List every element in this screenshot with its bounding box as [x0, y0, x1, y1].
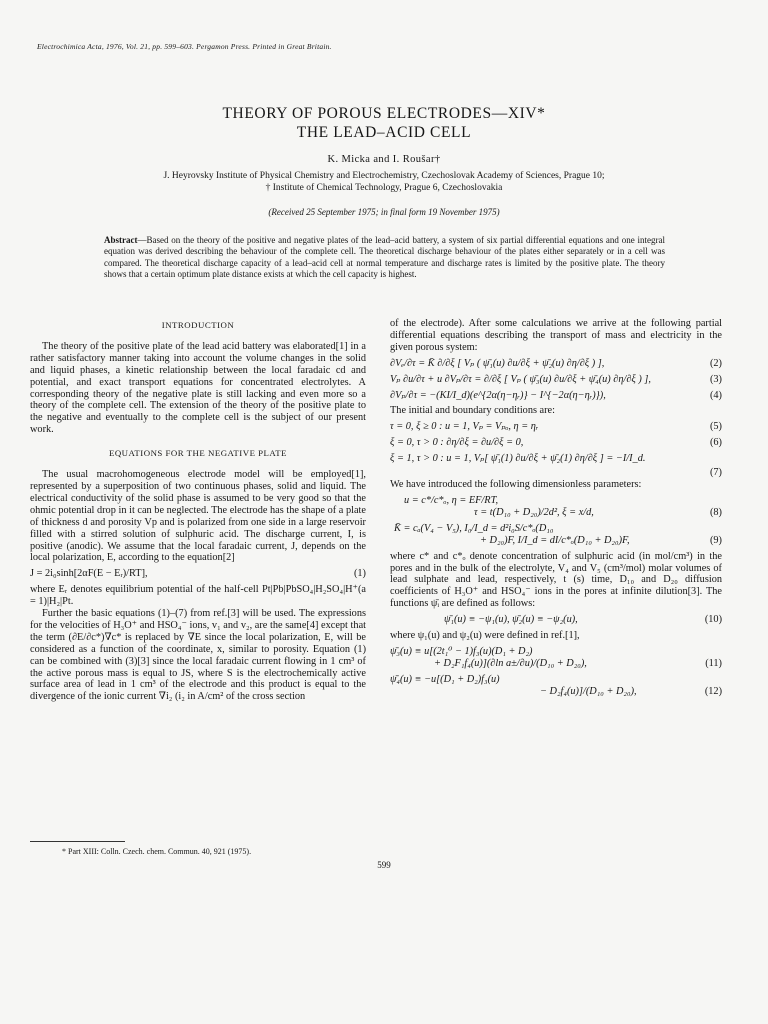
- derivation-paragraph: of the electrode). After some calculations we arrive at the following partial differential equations describing the transport of mass and electricity in the given porous system:: [390, 318, 722, 353]
- received-dates: (Received 25 September 1975; in final form 19 November 1975): [268, 207, 500, 217]
- velocity-paragraph: Further the basic equations (1)–(7) from ref.[3] will be used. The expressions for the velocities of H₃O⁺ and HSO₄⁻ ions, v₁ and v₂, are the same[4] except that the term (∂E/∂c*)∇c* is replaced by ∇E since the local polarization, E, will be considered as a function of the coordinate, x, similar to porosity. Equation (1) can be combined with (3)[3] since the local faradaic current flowing in 1 cm³ of the active porous mass is equal to JS, where S is the electrochemically active surface area of lead in 1 cm³ of the electrode and this product is equal to the divergence of the ionic current ∇i₂ (i₂ in A/cm² of the cross section: [30, 608, 366, 703]
- affiliation-line1: J. Heyrovsky Institute of Physical Chemistry and Electrochemistry, Czechoslovak Academy of Sciences, Prague 10;: [163, 171, 605, 181]
- equation-11-line2: + D₂F₁f₄(u)](∂ln a±/∂u)/(D₁₀ + D₂₀),: [434, 657, 587, 669]
- equation-10-number: (10): [704, 614, 722, 626]
- intro-paragraph: The theory of the positive plate of the lead acid battery was elaborated[1] in a rather satisfactory manner taking into account the volume changes in the solid and liquid phases, a kinetic relationship between the local faradaic cd and potential, and exact transport equations for concentrated electrolytes. A corresponding theory of the negative plate is still lacking and even more so a theory of the complete cell. The extension of the theory of the positive plate to the negative and eventually to the complete cell is the subject of our present work.: [30, 340, 366, 436]
- equation-8: [390, 495, 722, 519]
- section-heading-introduction: INTRODUCTION: [161, 320, 235, 330]
- equation-7: [390, 453, 722, 479]
- equation-1-number: (1): [353, 568, 366, 580]
- equation-4: [390, 390, 722, 402]
- equation-8-number: (8): [709, 506, 722, 518]
- equation-10: [390, 614, 722, 626]
- equation-5-body: τ = 0, ξ ≥ 0 : u = 1, Vₚ = Vₚₒ, η = ηᵣ: [390, 421, 539, 433]
- equation-3-number: (3): [709, 373, 722, 385]
- equation-2-number: (2): [709, 357, 722, 369]
- footnote-rule: [30, 841, 125, 842]
- equation-10-body: ψ̄₁(u) ≡ −ψ₁(u), ψ̄₂(u) ≡ −ψ₂(u),: [444, 614, 578, 626]
- section-heading-negative-plate: EQUATIONS FOR THE NEGATIVE PLATE: [108, 448, 288, 459]
- equation-11-line1: ψ̄₃(u) ≡ u[(2t₁⁰ − 1)f₃(u)(D₁ + D₂): [390, 645, 533, 657]
- affiliation-line2: † Institute of Chemical Technology, Prague 6, Czechoslovakia: [265, 183, 503, 193]
- equation-9-number: (9): [709, 534, 722, 546]
- equation-12-line2: − D₂f₄(u)]/(D₁₀ + D₂₀),: [540, 685, 637, 697]
- equation-4-body: ∂Vₚ/∂τ = −(KI/I_d)(e^{2α(η−ηᵣ)} − I^{−2α(η−ηᵣ)}),: [390, 389, 606, 401]
- definitions-paragraph: where c* and c*ₒ denote concentration of sulphuric acid (in mol/cm³) in the pores and in the bulk of the electrolyte, V₄ and V₅ (cm³/mol) molar volumes of lead sulphate and lead, respectively, t (s) time, D₁₀ and D₂₀ diffusion coefficients of H₃O⁺ and HSO₄⁻ ions in the pores at infinite dilution[3]. The functions ψ̄ᵢ are defined as follows:: [390, 550, 722, 610]
- abstract: [104, 235, 665, 281]
- equation-8-line2: τ = t(D₁₀ + D₂₀)/2d², ξ = x/d,: [474, 506, 594, 518]
- page-number: 599: [377, 860, 391, 870]
- abstract-label: Abstract: [104, 235, 138, 245]
- abstract-text: —Based on the theory of the positive and negative plates of the lead–acid battery, a system of six partial differential equations and one integral equation was derived describing the behaviour of the complete cell. The theoretical discharge behaviour of the plates either separately or in a cell was compared. The theoretical discharge capacity of a lead–acid cell at normal temperature and discharge rates is limited by the positive plate. The theory shows that a certain optimum plate distance exists at which the cell capacity is highest.: [104, 235, 665, 280]
- right-column: [390, 318, 722, 702]
- half-cell-paragraph: where Eᵣ denotes equilibrium potential of the half-cell Pt|Pb|PbSO₄|H₂SO₄|H⁺(a = 1)|H₂|Pt.: [30, 584, 366, 608]
- footnote: * Part XIII: Colln. Czech. chem. Commun. 40, 921 (1975).: [62, 847, 252, 856]
- equation-3: [390, 374, 722, 386]
- equation-12: [390, 674, 722, 698]
- equation-9: [390, 523, 722, 547]
- equation-2: [390, 358, 722, 370]
- equation-3-body: Vₚ ∂u/∂τ + u ∂Vₚ/∂τ = ∂/∂ξ [ Vₚ ( ψ̄₃(u) ∂u/∂ξ + ψ̄₄(u) ∂η/∂ξ ) ],: [390, 373, 652, 385]
- equation-11-number: (11): [705, 657, 722, 669]
- equation-4-number: (4): [709, 389, 722, 401]
- parameters-intro: We have introduced the following dimensionless parameters:: [390, 479, 642, 491]
- equation-6: [390, 437, 722, 449]
- equation-9-line1: K̄ = cₐ(V₄ − V₅), I₀/I_d = d²i₀S/c*ₒ(D₁₀: [394, 522, 554, 534]
- left-column: [30, 318, 366, 703]
- journal-citation: Electrochimica Acta, 1976, Vol. 21, pp. 599–603. Pergamon Press. Printed in Great Britain.: [37, 42, 332, 51]
- psi-reference-line: where ψ₁(u) and ψ₂(u) were defined in ref.[1],: [390, 630, 580, 642]
- equation-7-number: (7): [709, 467, 722, 479]
- paper-title-line2: THE LEAD–ACID CELL: [296, 124, 472, 141]
- equation-6-number: (6): [709, 437, 722, 449]
- equation-7-body: ξ = 1, τ > 0 : u = 1, Vₚ[ ψ̄₁(1) ∂u/∂ξ + ψ̄₂(1) ∂η/∂ξ ] = −I/I_d.: [390, 453, 646, 465]
- authors: K. Micka and I. Roušar†: [327, 154, 441, 165]
- equation-12-line1: ψ̄₄(u) ≡ −u[(D₁ + D₂)f₃(u): [390, 673, 500, 685]
- paper-title-line1: THEORY OF POROUS ELECTRODES—XIV*: [222, 105, 546, 122]
- equation-1: [30, 568, 366, 580]
- equation-8-line1: u = c*/c*ₒ, η = EF/RT,: [404, 494, 499, 506]
- equation-9-line2: + D₂₀)F, I/I_d = dI/c*ₒ(D₁₀ + D₂₀)F,: [480, 534, 630, 546]
- model-paragraph: The usual macrohomogeneous electrode model will be employed[1], represented by a superposition of two continuous phases, solid and liquid. The electrical conductivity of the solid phase is assumed to be very good so that the ohmic potential drop in it can be neglected. The electrode has the shape of a plate of thickness d and porosity Vp and is polarized from one side in a large reservoir filled with a stirred solution of sulphuric acid. The discharge current, I, is positive (anodic). We assume that the local faradaic current, J, depends on the local polarization, E, according to the equation[2]: [30, 469, 366, 564]
- conditions-intro: The initial and boundary conditions are:: [390, 405, 555, 417]
- equation-5: [390, 421, 722, 433]
- equation-6-body: ξ = 0, τ > 0 : ∂η/∂ξ = ∂u/∂ξ = 0,: [390, 437, 524, 449]
- equation-12-number: (12): [704, 685, 722, 697]
- equation-5-number: (5): [709, 421, 722, 433]
- equation-1-body: J = 2i₀sinh[2αF(E − Eᵣ)/RT],: [30, 568, 148, 580]
- equation-11: [390, 646, 722, 670]
- equation-2-body: ∂Vₑ/∂τ = K̄ ∂/∂ξ [ Vₚ ( ψ̄₁(u) ∂u/∂ξ + ψ̄₂(u) ∂η/∂ξ ) ],: [390, 357, 605, 369]
